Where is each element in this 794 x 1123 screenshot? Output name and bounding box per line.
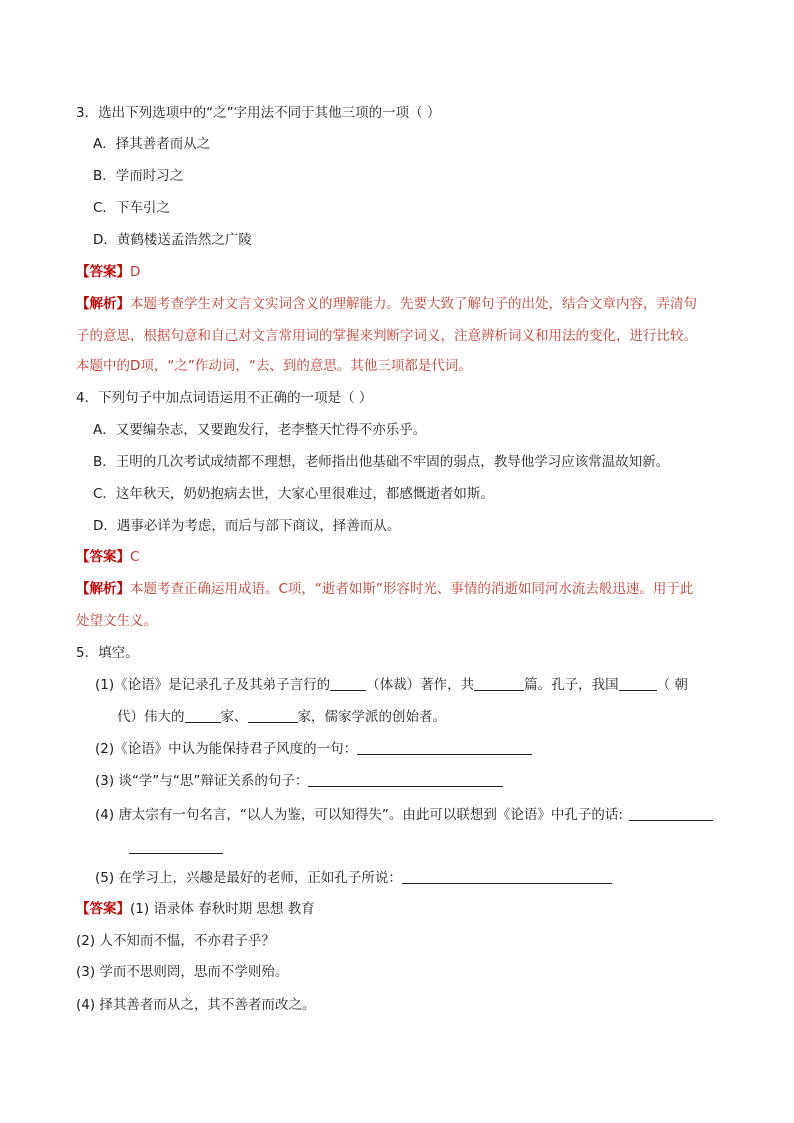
q5-item-1-text-a: (1)《论语》是记录孔子及其弟子言行的 <box>95 677 331 693</box>
q4-answer <box>76 547 139 567</box>
analysis-text: 本题考查学生对文言文实词含义的理解能力。先要大致了解句子的出处，结合文章内容，弄清句 <box>130 296 697 312</box>
q3-stem: 3．选出下列选项中的“之”字用法不同于其他三项的一项（ ） <box>76 105 441 121</box>
q4-option-b: B．王明的几次考试成绩都不理想，老师指出他基础不牢固的弱点，教导他学习应该常温故知新。 <box>93 454 670 470</box>
q4-option-d: D．遇事必详为考虑，而后与部下商议，择善而从。 <box>93 518 401 534</box>
q5-item-1-text-d: （ 朝 <box>656 677 688 693</box>
q3-analysis-line-2: 子的意思，根据句意和自己对文言常用词的掌握来判断字词义，注意辨析词义和用法的变化，进行比较。 <box>76 328 697 344</box>
q3-answer <box>76 262 140 282</box>
answer-value: C <box>130 549 140 565</box>
q5-item-4-text: (4) 唐太宗有一句名言，“以人为鉴，可以知得失”。由此可以联想到《论语》中孔子的话: <box>95 807 623 823</box>
analysis-text: 本题考查正确运用成语。C项，“逝者如斯”形容时光、事情的消逝如同河水流去般迅速。用于此 <box>130 581 694 597</box>
blank-chapters[interactable] <box>474 676 524 691</box>
blank-item-5[interactable] <box>402 869 612 884</box>
answer-text: (1) 语录体 春秋时期 思想 教育 <box>130 901 315 917</box>
blank-role-1[interactable] <box>185 708 221 723</box>
blank-genre[interactable] <box>330 676 366 691</box>
blank-role-2[interactable] <box>248 708 298 723</box>
q4-analysis-line-2: 处望文生义。 <box>76 613 157 629</box>
q5-item-1-text-f: 家、 <box>220 709 248 725</box>
q5-item-3-text: (3) 谈“学”与“思”辩证关系的句子： <box>95 773 309 789</box>
q5-item-4-continued <box>117 838 223 858</box>
q4-option-c: C．这年秋天，奶奶抱病去世，大家心里很难过，都感慨逝者如斯。 <box>93 486 494 502</box>
answer-tag: 【答案】 <box>76 549 130 565</box>
blank-item-3[interactable] <box>308 772 503 787</box>
blank-item-2[interactable] <box>357 740 532 755</box>
q4-stem: 4．下列句子中加点词语运用不正确的一项是（ ） <box>76 390 373 406</box>
q5-item-1-line-2 <box>117 707 446 727</box>
q5-answer-line-3: (3) 学而不思则罔，思而不学则殆。 <box>76 964 289 980</box>
q3-option-a: A．择其善者而从之 <box>93 136 211 152</box>
blank-item-4a[interactable] <box>629 806 713 821</box>
q5-answer-line-1 <box>76 899 315 919</box>
q5-item-4 <box>95 805 713 825</box>
answer-value: D <box>130 264 141 280</box>
q5-item-5-text: (5) 在学习上，兴趣是最好的老师，正如孔子所说： <box>95 870 402 886</box>
blank-item-4b[interactable] <box>129 839 223 854</box>
q5-answer-line-2: (2) 人不知而不愠，不亦君子乎？ <box>76 933 275 949</box>
q4-option-a: A．又要编杂志，又要跑发行，老李整天忙得不亦乐乎。 <box>93 422 427 438</box>
q5-item-2-text: (2)《论语》中认为能保持君子风度的一句： <box>95 741 358 757</box>
analysis-tag: 【解析】 <box>76 581 130 597</box>
q5-item-5 <box>95 868 612 888</box>
q5-item-1-text-b: （体裁）著作，共 <box>366 677 475 693</box>
q4-analysis-line-1 <box>76 579 693 599</box>
answer-tag: 【答案】 <box>76 901 130 917</box>
q5-item-1-text-e: 代）伟大的 <box>117 709 185 725</box>
blank-era[interactable] <box>619 676 657 691</box>
q3-analysis-line-1 <box>76 294 697 314</box>
q5-item-2 <box>95 739 532 759</box>
q5-item-3 <box>95 771 503 791</box>
q3-option-c: C．下车引之 <box>93 200 170 216</box>
q5-answer-line-4: (4) 择其善者而从之，其不善者而改之。 <box>76 997 316 1013</box>
q5-item-1-line-1 <box>95 675 688 695</box>
answer-tag: 【答案】 <box>76 264 130 280</box>
analysis-tag: 【解析】 <box>76 296 130 312</box>
q3-option-b: B．学而时习之 <box>93 168 184 184</box>
q5-item-1-text-c: 篇。孔子，我国 <box>524 677 619 693</box>
q5-item-1-text-g: 家，儒家学派的创始者。 <box>297 709 446 725</box>
q5-stem: 5．填空。 <box>76 645 139 661</box>
q3-option-d: D．黄鹤楼送孟浩然之广陵 <box>93 232 252 248</box>
q3-analysis-line-3: 本题中的D项，“之”作动词，“去、到的意思。其他三项都是代词。 <box>76 358 472 374</box>
